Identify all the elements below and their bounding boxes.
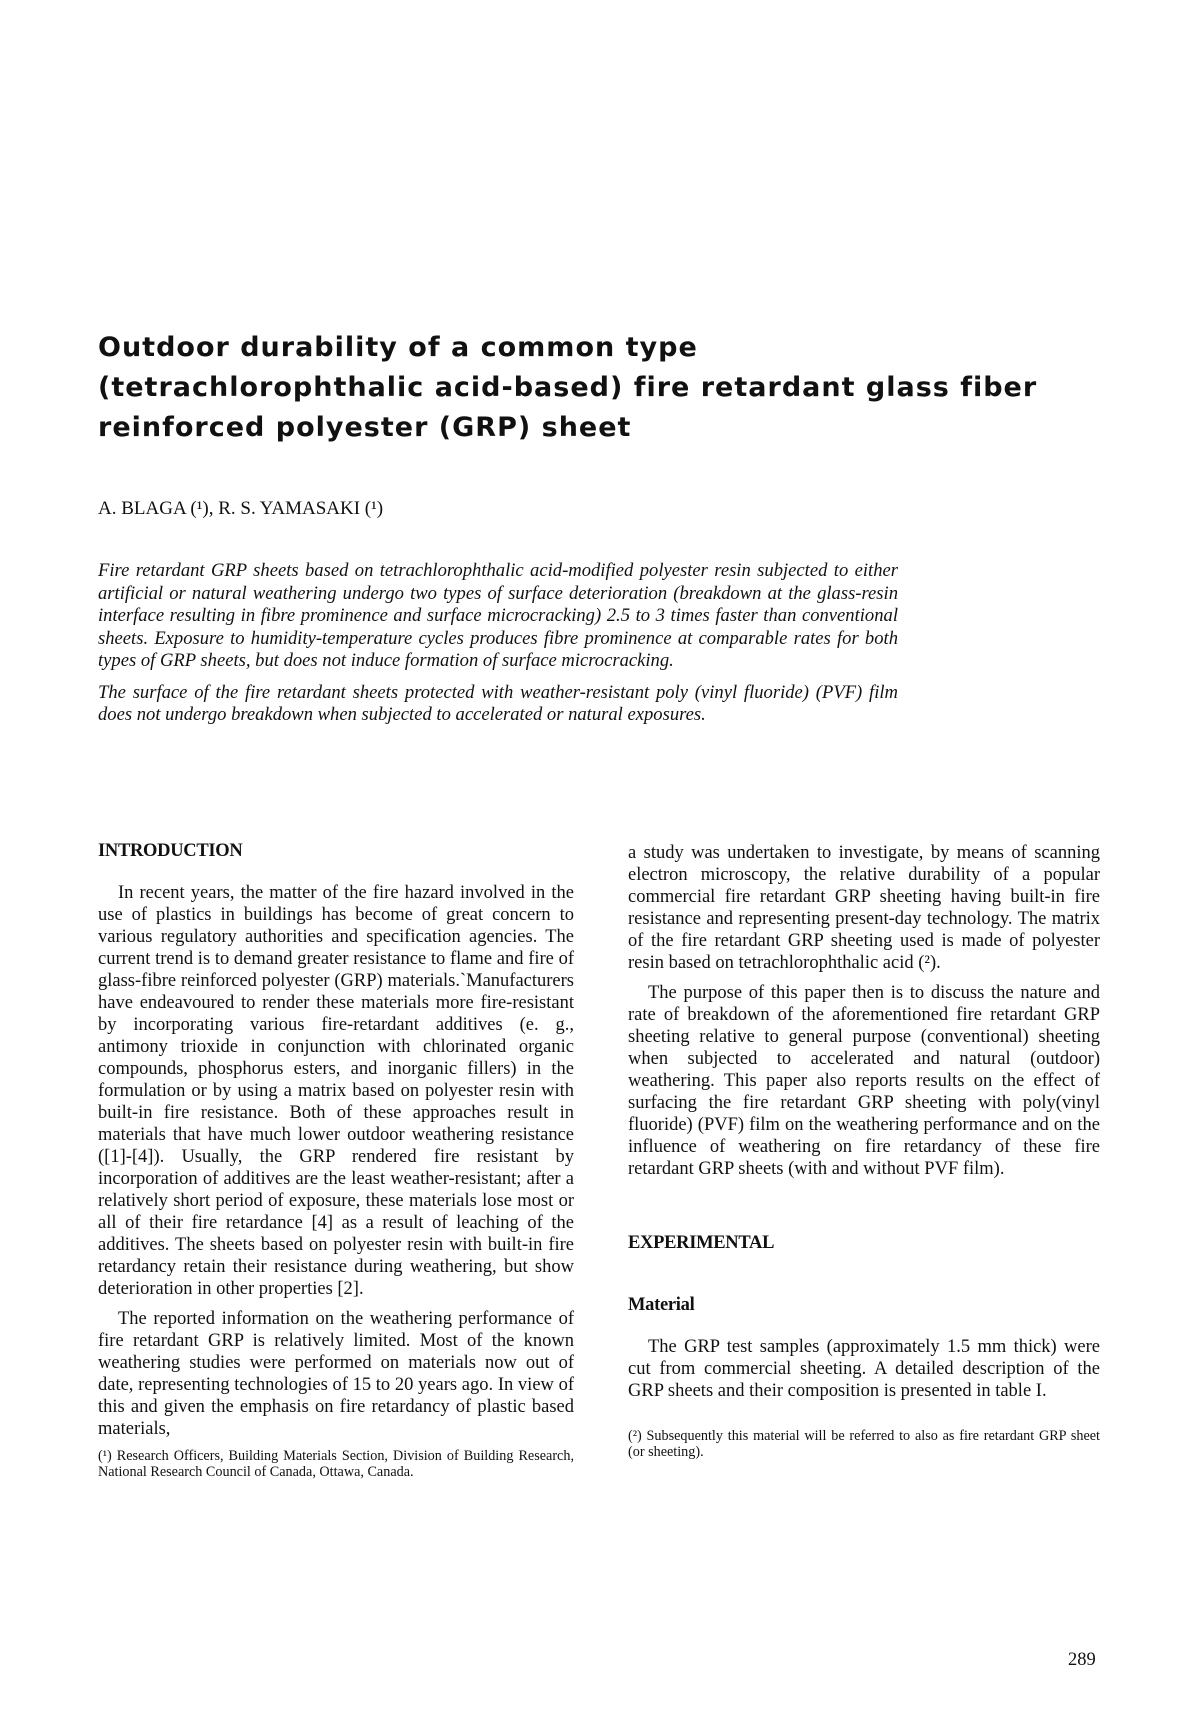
title-line: (tetrachlorophthalic acid-based) fire retardant glass fiber — [98, 372, 1038, 403]
right-column — [628, 842, 1100, 1468]
title-line: Outdoor durability of a common type — [98, 332, 698, 363]
body-paragraph: The purpose of this paper then is to discuss the nature and rate of breakdown of the aforementioned fire retardant GRP sheeting relative to general purpose (conventional) sheeting when subjected to accelerated and natural (outdoor) weathering. This paper also reports results on the effect of surfacing the fire retardant GRP sheeting with poly(vinyl fluoride) (PVF) film on the weathering performance and on the influence of weathering on fire retardancy of these fire retardant GRP sheets (with and without PVF film). — [628, 983, 1100, 1179]
page-number: 289 — [1068, 1650, 1096, 1670]
abstract — [98, 560, 898, 736]
author-list: A. BLAGA (¹), R. S. YAMASAKI (¹) — [98, 498, 384, 519]
footnote: (¹) Research Officers, Building Materials Section, Division of Building Research, National Research Council of Canada, Ottawa, Canada. — [98, 1448, 574, 1480]
title-line: reinforced polyester (GRP) sheet — [98, 412, 632, 443]
body-paragraph: The reported information on the weathering performance of fire retardant GRP is relatively limited. Most of the known weathering studies were performed on materials now out of date, representing technologies of 15 to 20 years ago. In view of this and given the emphasis on fire retardancy of plastic based materials, — [98, 1309, 574, 1439]
abstract-paragraph: The surface of the fire retardant sheets protected with weather-resistant poly (vinyl fluoride) (PVF) film does not undergo breakdown when subjected to accelerated or natural exposures. — [98, 681, 898, 725]
section-heading-introduction: INTRODUCTION — [98, 841, 243, 861]
body-paragraph: a study was undertaken to investigate, by means of scanning electron microscopy, the relative durability of a popular commercial fire retardant GRP sheeting having built-in fire resistance and representing present-day technology. The matrix of the fire retardant GRP sheeting used is made of polyester resin based on tetrachlorophthalic acid (²). — [628, 843, 1100, 973]
section-heading-experimental: EXPERIMENTAL — [628, 1233, 775, 1253]
abstract-paragraph: Fire retardant GRP sheets based on tetrachlorophthalic acid-modified polyester resin subjected to either artificial or natural weathering undergo two types of surface deterioration (breakdown at the glass-resin interface resulting in fibre prominence and surface microcracking) 2.5 to 3 times faster than conventional sheets. Exposure to humidity-temperature cycles produces fibre prominence at comparable rates for both types of GRP sheets, but does not induce formation of surface microcracking. — [98, 560, 898, 671]
paper-title — [98, 328, 1038, 448]
left-column — [98, 840, 574, 1488]
footnote: (²) Subsequently this material will be referred to also as fire retardant GRP sheet (or sheeting). — [628, 1428, 1100, 1460]
body-paragraph: In recent years, the matter of the fire hazard involved in the use of plastics in buildings has become of great concern to various regulatory authorities and specification agencies. The current trend is to demand greater resistance to flame and fire of glass-fibre reinforced polyester (GRP) materials.`Manufacturers have endeavoured to render these materials more fire-resistant by incorporating various fire-retardant additives (e. g., antimony trioxide in conjunction with chlorinated organic compounds, phosphorus esters, and inorganic fillers) in the formulation or by using a matrix based on polyester resin with built-in fire resistance. Both of these approaches result in materials that have much lower outdoor weathering resistance ([1]-[4]). Usually, the GRP rendered fire resistant by incorporation of additives are the least weather-resistant; after a relatively short period of exposure, these materials lose most or all of their fire retardance [4] as a result of leaching of the additives. The sheets based on polyester resin with built-in fire retardancy retain their resistance during weathering, but show deterioration in other properties [2]. — [98, 883, 574, 1299]
subsection-heading-material: Material — [628, 1295, 695, 1315]
body-paragraph: The GRP test samples (approximately 1.5 mm thick) were cut from commercial sheeting. A detailed description of the GRP sheets and their composition is presented in table I. — [628, 1337, 1100, 1401]
